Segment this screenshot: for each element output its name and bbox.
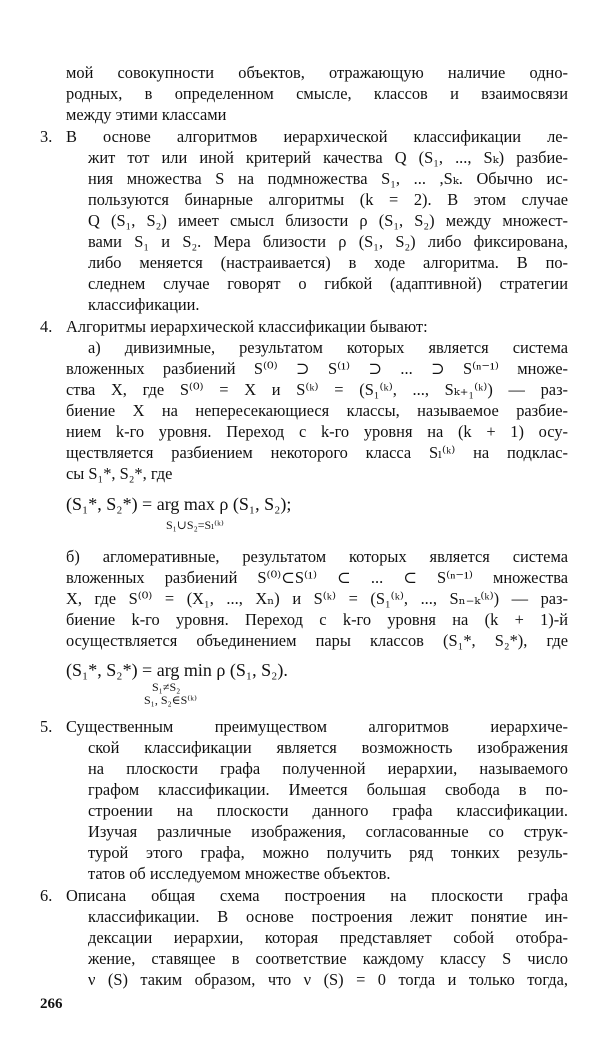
item4-line-4: ства X, где S⁽⁰⁾ = X и S⁽ᵏ⁾ = (S₁⁽ᵏ⁾, ..., Sₖ₊₁⁽ᵏ⁾) — раз- (66, 380, 568, 399)
item6-line-5: ν (S) таким образом, что ν (S) = 0 тогда и только тогда, (88, 970, 568, 989)
item5-line-1: Существенным преимуществом алгоритмов иерархиче- (66, 717, 568, 736)
item3-line-4: пользуются бинарные алгоритмы (k = 2). В этом случае (88, 190, 568, 209)
item3-line-6: вами S₁ и S₂. Мера близости ρ (S₁, S₂) либо фиксирована, (88, 232, 568, 251)
item4-line-8: сы S₁*, S₂*, где (66, 464, 173, 483)
item3-line-5: Q (S₁, S₂) имеет смысл близости ρ (S₁, S₂) между множест- (88, 211, 568, 230)
item6-line-1: Описана общая схема построения на плоскости графа (66, 886, 568, 905)
item4-line-7: ществляется разбиением некоторого класса Sₗ⁽ᵏ⁾ на подклас- (66, 443, 568, 462)
agglo-line-3: X, где S⁽⁰⁾ = (X₁, ..., Xₙ) и S⁽ᵏ⁾ = (S₁⁽ᵏ⁾, ..., Sₙ₋ₖ⁽ᵏ⁾) — раз- (66, 589, 568, 608)
item-number-3: 3. (40, 127, 53, 146)
item3-line-9: классификации. (88, 295, 200, 314)
formula-agglomerative-cond-1: S₁≠S₂ (152, 680, 181, 694)
item3-line-1: В основе алгоритмов иерархической классификации ле- (66, 127, 568, 146)
formula-agglomerative: (S₁*, S₂*) = arg min ρ (S₁, S₂). (66, 660, 288, 680)
item4-line-3: вложенных разбиений S⁽⁰⁾ ⊃ S⁽¹⁾ ⊃ ... ⊃ S⁽ⁿ⁻¹⁾ множе- (66, 359, 568, 378)
formula-divisive-subscript: S₁∪S₂=Sₗ⁽ᵏ⁾ (166, 518, 224, 532)
continuation-line-3: между этими классами (66, 105, 227, 124)
item-number-5: 5. (40, 717, 53, 736)
item5-line-4: графом классификации. Имеется большая свобода в по- (88, 780, 568, 799)
agglo-line-2: вложенных разбиений S⁽⁰⁾⊂S⁽¹⁾ ⊂ ... ⊂ S⁽ⁿ⁻¹⁾ множества (66, 568, 568, 587)
continuation-line-1: мой совокупности объектов, отражающую наличие одно- (66, 63, 568, 82)
item-number-4: 4. (40, 317, 53, 336)
item5-line-3: на плоскости графа полученной иерархии, называемого (88, 759, 568, 778)
item3-line-7: либо меняется (настраивается) в ходе алгоритма. В по- (88, 253, 568, 272)
agglo-line-1: б) агломеративные, результатом которых является система (66, 547, 568, 566)
item5-line-7: турой этого графа, можно получить ряд тонких резуль- (88, 843, 568, 862)
item5-line-2: ской классификации является возможность изображения (88, 738, 568, 757)
item3-line-2: жит тот или иной критерий качества Q (S₁, ..., Sₖ) разбие- (88, 148, 568, 167)
item3-line-3: ния множества S на подмножества S₁, ... ,Sₖ. Обычно ис- (88, 169, 568, 188)
agglo-line-5: осуществляется объединением пары классов (S₁*, S₂*), где (66, 631, 568, 650)
item6-line-3: дексации иерархии, которая представляет собой отобра- (88, 928, 568, 947)
item4-line-5: биение X на непересекающиеся классы, называемое разбие- (66, 401, 568, 420)
item4-line-1: Алгоритмы иерархической классификации бывают: (66, 317, 428, 336)
item5-line-8: татов об исследуемом множестве объектов. (88, 864, 391, 883)
page-number: 266 (40, 996, 63, 1012)
continuation-line-2: родных, в определенном смысле, классов и взаимосвязи (66, 84, 568, 103)
formula-agglomerative-cond-2: S₁, S₂∈S⁽ᵏ⁾ (144, 693, 197, 707)
item6-line-4: жение, ставящее в соответствие каждому классу S число (88, 949, 568, 968)
item4-line-6: нием k-го уровня. Переход с k-го уровня на (k + 1) осу- (66, 422, 568, 441)
item5-line-6: Изучая различные изображения, согласованные со струк- (88, 822, 568, 841)
agglo-line-4: биение k-го уровня. Переход с k-го уровня на (k + 1)-й (66, 610, 568, 629)
item3-line-8: следнем случае говорят о гибкой (адаптивной) стратегии (88, 274, 568, 293)
item6-line-2: классификации. В основе построения лежит понятие ин- (88, 907, 568, 926)
item4-line-2: а) дивизимные, результатом которых является система (88, 338, 568, 357)
formula-divisive: (S₁*, S₂*) = arg max ρ (S₁, S₂); (66, 494, 292, 514)
item5-line-5: строении на плоскости данного графа классификации. (88, 801, 568, 820)
item-number-6: 6. (40, 886, 53, 905)
